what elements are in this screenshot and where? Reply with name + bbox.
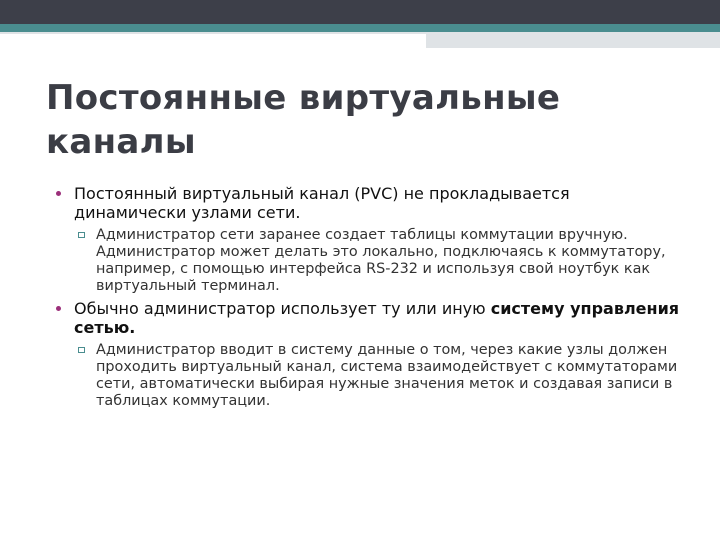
bullet-item [56,299,686,337]
bullet-dot-icon [56,306,61,311]
bullet-bold-text: систему управления сетью. [74,299,680,337]
header-bar [0,0,720,24]
square-bullet-icon [78,347,85,353]
header-accent-stripe [0,24,720,32]
square-bullet-icon [78,232,85,238]
bullet-item [56,184,686,222]
sub-bullet-item [78,342,686,410]
slide-content [56,184,686,414]
slide-title: Постоянные виртуальные каналы [46,78,561,162]
header-thin-line [0,32,426,34]
sub-bullet-text: Администратор вводит в систему данные о том, через какие узлы должен проходить виртуальный канал, система взаимодействует с коммутаторами сети, автоматически выбирая нужные значения меток и создавая записи в таблицах коммутации. [96,342,678,409]
header-light-block [426,32,720,48]
bullet-text: Постоянный виртуальный канал (PVC) не прокладывается динамически узлами сети. [74,184,570,222]
bullet-text: Обычно администратор использует ту или иную [74,299,486,318]
sub-bullet-item [78,227,686,295]
bullet-dot-icon [56,191,61,196]
sub-bullet-text: Администратор сети заранее создает таблицы коммутации вручную. Администратор может делать это локально, подключаясь к коммутатору, например, с помощью интерфейса RS-232 и используя свой ноутбук как виртуальный терминал. [96,227,666,294]
